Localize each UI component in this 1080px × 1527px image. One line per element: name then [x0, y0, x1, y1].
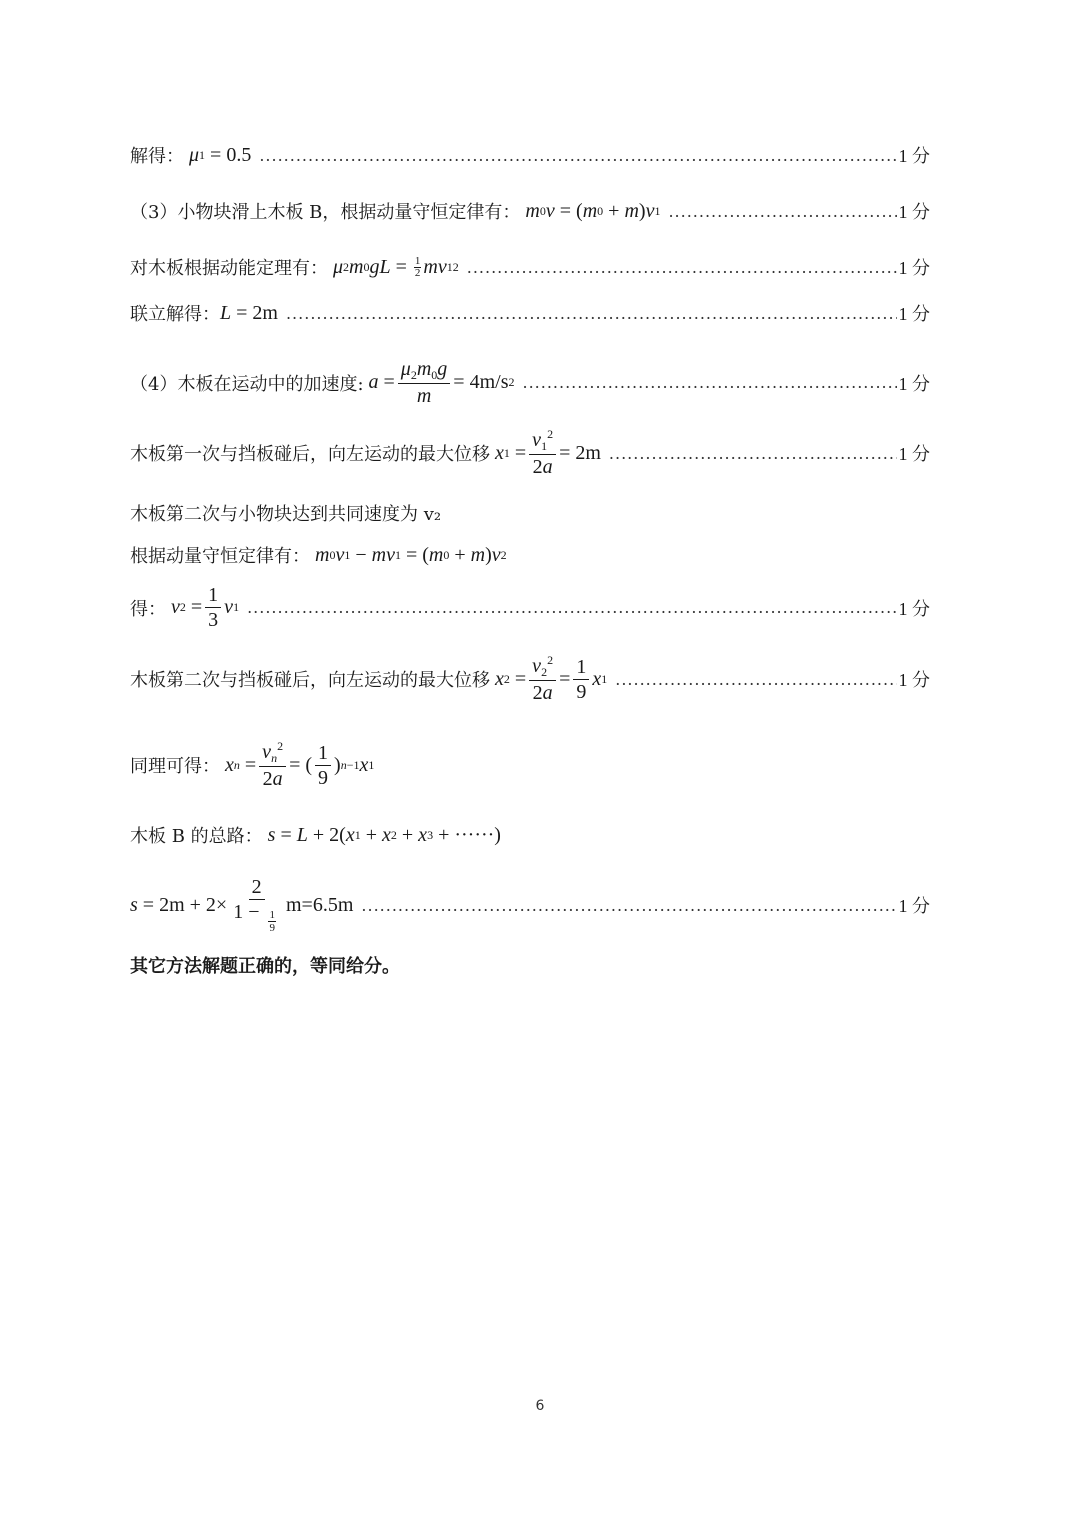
leader-dots — [522, 373, 896, 392]
solution-line-5 — [130, 358, 930, 407]
score: 1 分 — [898, 444, 930, 465]
solution-line-2 — [130, 198, 930, 224]
score: 1 分 — [898, 670, 930, 691]
formula-x2: x 2 = $\frac{v_2^2}{2a}$ = $\frac{1}{9}$ x 1 — [495, 653, 608, 705]
line-label: 得： — [130, 598, 166, 620]
leader-dots — [259, 146, 896, 165]
formula-momentum-2: m 0 v 1 − mv 1 = ( m 0 + m ) v 2 — [315, 543, 507, 566]
score: 1 分 — [898, 146, 930, 166]
formula-xn: x n = $\frac{v_n^2}{2a}$ = ( $\frac{1}{9}$ ) n−1 x 1 — [225, 739, 375, 791]
solution-line-13 — [130, 876, 930, 934]
line-label: 木板第二次与小物块达到共同速度为 v₂ — [130, 504, 442, 525]
solution-line-6 — [130, 428, 930, 478]
line-label: 对木板根据动能定理有： — [130, 258, 328, 279]
solution-line-10 — [130, 654, 930, 704]
solution-line-8 — [130, 542, 930, 568]
line-label: 木板第二次与挡板碰后，向左运动的最大位移 — [130, 670, 490, 692]
solution-line-1 — [130, 142, 930, 168]
formula-momentum: m 0 v = ( m 0 + m ) v 1 — [525, 199, 661, 222]
leader-dots — [247, 598, 896, 617]
line-label: 同理可得： — [130, 756, 220, 778]
line-label: （3）小物块滑上木板 B，根据动量守恒定律有： — [130, 202, 521, 223]
leader-dots — [361, 896, 896, 915]
solution-line-3 — [130, 254, 930, 280]
line-label: 联立解得： — [130, 304, 220, 325]
score: 1 分 — [898, 373, 930, 394]
score: 1 分 — [898, 202, 930, 222]
formula-s-sum: s = L + 2( x 1 + x 2 + x 3 + ······) — [267, 823, 501, 846]
leader-dots — [668, 202, 896, 221]
score: 1 分 — [898, 896, 930, 916]
formula-v2: v 2 = $\frac{1}{3}$ v 1 — [171, 584, 240, 631]
leader-dots — [609, 444, 897, 463]
formula-mu1: μ 1 = 0.5 — [189, 143, 252, 166]
line-label: 木板 B 的总路： — [130, 826, 263, 847]
formula-s-result: s = 2m + 2× 2 1 − $\frac{1}{9}$ m=6.5m — [130, 876, 354, 934]
line-label: 木板第一次与挡板碰后，向左运动的最大位移 — [130, 444, 490, 466]
score: 1 分 — [898, 598, 930, 619]
solution-line-14 — [130, 952, 930, 978]
solution-line-4 — [130, 300, 930, 326]
leader-dots — [615, 670, 896, 689]
solution-line-9 — [130, 584, 930, 631]
formula-work-energy: μ 2 m 0 gL = $\frac{1}{2}$ mv 1 2 — [333, 254, 459, 279]
formula-x1: x 1 = $\frac{v_1^2}{2a}$ = 2m — [495, 427, 601, 479]
line-label: （4）木板在运动中的加速度: — [130, 373, 364, 395]
leader-dots — [286, 304, 897, 323]
closing-note: 其它方法解题正确的，等同给分。 — [130, 956, 400, 977]
score: 1 分 — [898, 258, 930, 278]
formula-L: L = 2m — [220, 301, 278, 324]
solution-line-7 — [130, 500, 930, 526]
leader-dots — [467, 258, 897, 277]
line-label: 解得： — [130, 146, 184, 167]
page-number: 6 — [535, 1398, 545, 1414]
formula-acceleration: a = $\frac{\mu_2m_0g}{m}$ = 4m/s 2 — [368, 358, 515, 408]
line-label: 根据动量守恒定律有： — [130, 546, 310, 567]
solution-line-12 — [130, 822, 930, 848]
solution-line-11 — [130, 740, 930, 790]
score: 1 分 — [898, 304, 930, 324]
